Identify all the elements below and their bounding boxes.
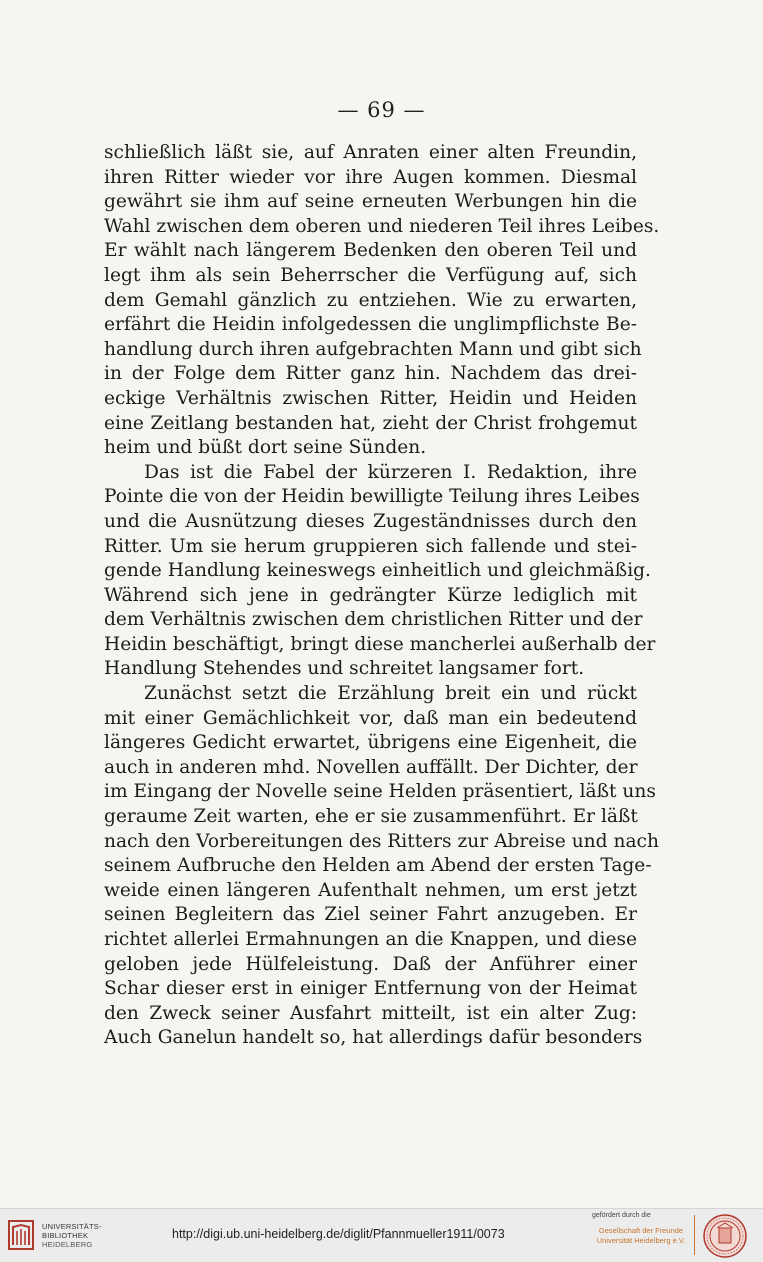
text-line: legt ihm als sein Beherrscher die Verfügung auf, sich — [104, 264, 637, 286]
text-line: erfährt die Heidin infolgedessen die unglimpflichste Be- — [104, 314, 637, 336]
text-line: handlung durch ihren aufgebrachten Mann und gibt sich — [104, 338, 642, 360]
text-line: Ritter. Um sie herum gruppieren sich fallende und stei- — [104, 535, 637, 557]
society-name-line: Universität Heidelberg e.V. — [596, 1235, 686, 1245]
text-line: Schar dieser erst in einiger Entfernung von der Heimat — [104, 978, 637, 1000]
library-name-line: HEIDELBERG — [42, 1240, 93, 1249]
text-line: geraume Zeit warten, ehe er sie zusammenführt. Er läßt — [104, 806, 638, 828]
text-line: seinen Begleitern das Ziel seiner Fahrt anzugeben. Er — [104, 904, 637, 926]
funded-by-label: gefördert durch die — [592, 1212, 651, 1219]
text-line: gewährt sie ihm auf seine erneuten Werbungen hin die — [104, 191, 637, 213]
text-line: dem Verhältnis zwischen dem christlichen Ritter und der — [104, 609, 643, 631]
text-line: heim und büßt dort seine Sünden. — [104, 437, 427, 459]
text-line: Auch Ganelun handelt so, hat allerdings dafür besonders — [104, 1027, 643, 1049]
library-logo-icon — [8, 1219, 36, 1251]
university-seal-icon — [702, 1213, 748, 1259]
text-line: ihren Ritter wieder vor ihre Augen kommen. Diesmal — [104, 166, 637, 188]
society-name — [586, 1226, 696, 1245]
text-line: seinem Aufbruche den Helden am Abend der ersten Tage- — [104, 855, 652, 877]
text-line: längeres Gedicht erwartet, übrigens eine Eigenheit, die — [104, 732, 637, 754]
text-line: Während sich jene in gedrängter Kürze lediglich mit — [104, 584, 637, 606]
text-line: eine Zeitlang bestanden hat, zieht der Christ frohgemut — [104, 412, 637, 434]
text-line: und die Ausnützung dieses Zugeständnisses durch den — [104, 510, 637, 532]
text-line: den Zweck seiner Ausfahrt mitteilt, ist ein alter Zug: — [104, 1002, 637, 1024]
text-line: geloben jede Hülfeleistung. Daß der Anführer einer — [104, 953, 637, 975]
text-line: eckige Verhältnis zwischen Ritter, Heidin und Heiden — [104, 387, 637, 409]
text-line: schließlich läßt sie, auf Anraten einer alten Freundin, — [104, 142, 637, 163]
text-line: im Eingang der Novelle seine Helden präsentiert, läßt uns — [104, 781, 656, 803]
footer-bar — [0, 1208, 763, 1262]
library-name-line: BIBLIOTHEK — [42, 1231, 89, 1240]
text-line: Zunächst setzt die Erzählung breit ein und rückt — [144, 683, 637, 705]
footer-divider — [694, 1215, 695, 1255]
text-line: Wahl zwischen dem oberen und niederen Teil ihres Leibes. — [104, 215, 660, 237]
society-name-line: Gesellschaft der Freunde — [598, 1226, 684, 1235]
text-line: Er wählt nach längerem Bedenken den oberen Teil und — [104, 240, 637, 262]
text-line: mit einer Gemächlichkeit vor, daß man ein bedeutend — [104, 707, 637, 729]
page-number: — 69 — — [337, 98, 426, 122]
text-line: richtet allerlei Ermahnungen an die Knappen, und diese — [104, 929, 637, 950]
text-line: Das ist die Fabel der kürzeren I. Redaktion, ihre — [144, 461, 637, 483]
text-line: Pointe die von der Heidin bewilligte Teilung ihres Leibes — [104, 486, 640, 508]
text-line: dem Gemahl gänzlich zu entziehen. Wie zu erwarten, — [104, 289, 637, 311]
text-line: Heidin beschäftigt, bringt diese mancherlei außerhalb der — [104, 633, 656, 655]
text-line: in der Folge dem Ritter ganz hin. Nachdem das drei- — [104, 363, 637, 385]
text-line: nach den Vorbereitungen des Ritters zur Abreise und nach — [104, 830, 659, 852]
library-name-line: UNIVERSITÄTS- — [42, 1222, 102, 1231]
text-line: gende Handlung keineswegs einheitlich und gleichmäßig. — [104, 560, 651, 582]
library-name — [42, 1222, 102, 1249]
text-line: auch in anderen mhd. Novellen auffällt. Der Dichter, der — [104, 756, 638, 778]
text-line: Handlung Stehendes und schreitet langsamer fort. — [104, 658, 585, 680]
page-url-link[interactable]: http://digi.ub.uni-heidelberg.de/diglit/Pfannmueller1911/0073 — [172, 1227, 505, 1241]
body-text — [104, 141, 660, 1051]
text-line: weide einen längeren Aufenthalt nehmen, um erst jetzt — [104, 879, 637, 901]
